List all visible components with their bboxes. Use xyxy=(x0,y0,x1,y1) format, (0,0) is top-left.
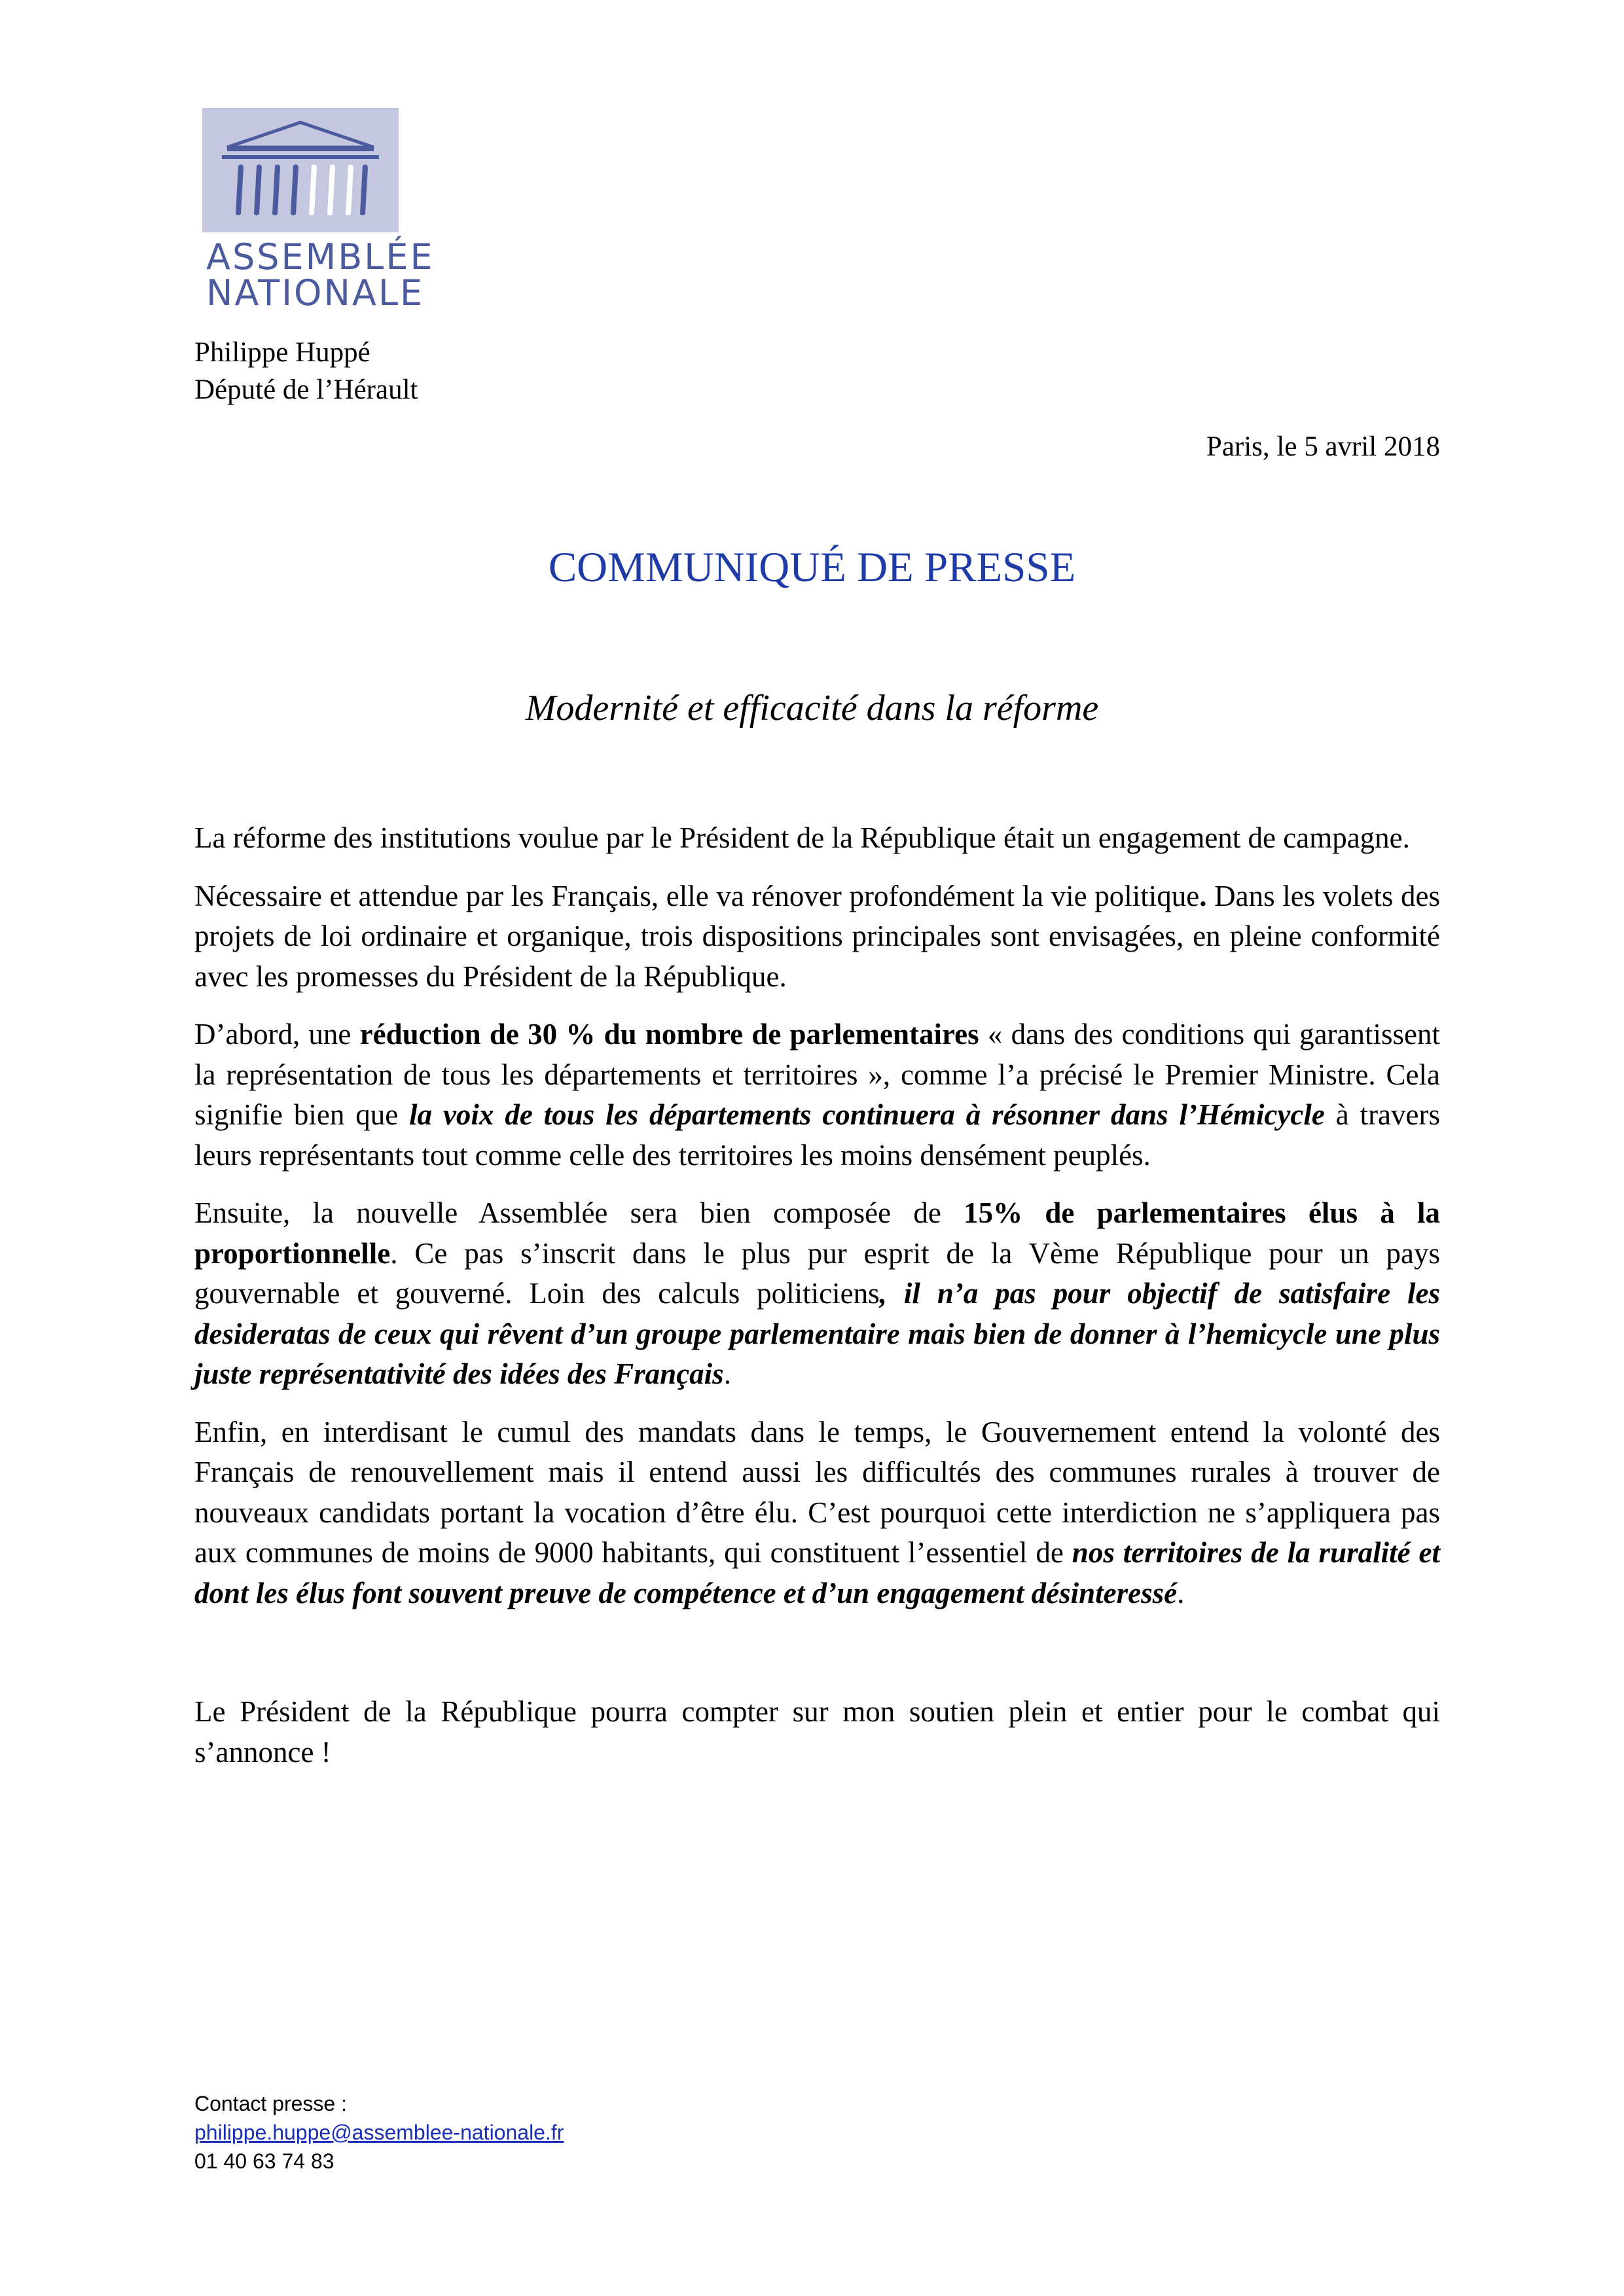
paragraph-1: La réforme des institutions voulue par le Président de la République était un engagement de campagne. xyxy=(194,821,1410,854)
paragraph-3-text-a: D’abord, une xyxy=(194,1018,360,1050)
paragraph-4-bold-italic: , il n’a pas pour objectif de satisfaire les desideratas de ceux qui rêvent d’un groupe parlementaire mais bien de donner à l’hemicycle une plus juste représentativité des idées des Français xyxy=(194,1277,1440,1390)
paragraph-3-text-e: à travers leurs représentants tout comme celle des territoires les moins densément peuplés. xyxy=(194,1098,1440,1172)
logo-line-1: ASSEMBLÉE xyxy=(206,236,435,278)
contact-email-link[interactable]: philippe.huppe@assemblee-nationale.fr xyxy=(194,2121,564,2144)
paragraph-5-text-a: Enfin, en interdisant le cumul des mandats dans le temps, le Gouvernement entend la volonté des Français de renouvellement mais il entend aussi les difficultés des communes rurales à trouver de nouveaux candidats portant la vocation d’être élu. C’est pourquoi cette interdiction ne s’appliquera pas aux communes de moins de 9000 habitants, qui constituent l’essentiel de xyxy=(194,1415,1440,1569)
press-release-body xyxy=(194,818,1440,1790)
contact-label: Contact presse : xyxy=(194,2092,347,2115)
paragraph-5 xyxy=(194,1412,1440,1614)
paragraph-3 xyxy=(194,1014,1440,1175)
logo-wordmark xyxy=(202,236,435,314)
paragraph-3-bold-italic: la voix de tous les départements continuera à résonner dans l’Hémicycle xyxy=(409,1098,1325,1131)
contact-phone: 01 40 63 74 83 xyxy=(194,2149,334,2173)
author-block xyxy=(194,334,418,408)
paragraph-4-bold: 15% de parlementaires élus à la proportionnelle xyxy=(194,1196,1440,1270)
logo-line-2: NATIONALE xyxy=(206,272,425,314)
paragraph-2 xyxy=(194,876,1440,997)
paragraph-5-bold-italic: nos territoires de la ruralité et dont les élus font souvent preuve de compétence et d’un engagement désinteressé xyxy=(194,1536,1441,1609)
page-subtitle: Modernité et efficacité dans la réforme xyxy=(525,688,1099,728)
closing-paragraph: Le Président de la République pourra compter sur mon soutien plein et entier pour le combat qui s’annonce ! xyxy=(194,1695,1440,1768)
paragraph-4 xyxy=(194,1193,1440,1395)
paragraph-4-text-a: Ensuite, la nouvelle Assemblée sera bien composée de xyxy=(194,1196,964,1229)
paragraph-2-bold-period: . xyxy=(1199,879,1207,912)
paragraph-5-text-c: . xyxy=(1177,1576,1185,1609)
paragraph-2-text-a: Nécessaire et attendue par les Français, elle va rénover profondément la vie politique xyxy=(194,879,1200,912)
hemicycle-emblem-icon xyxy=(202,108,399,232)
document-date: Paris, le 5 avril 2018 xyxy=(1206,431,1440,462)
paragraph-4-text-c: . Ce pas s’inscrit dans le plus pur esprit de la Vème République pour un pays gouvernable et gouverné. Loin des calculs politiciens xyxy=(194,1236,1440,1310)
paragraph-4-text-e: . xyxy=(723,1357,731,1390)
author-role: Député de l’Hérault xyxy=(194,374,418,405)
paragraph-3-text-c: « dans des conditions qui garantissent la représentation de tous les départements et territoires », comme l’a précisé le Premier Ministre. Cela signifie bien que xyxy=(194,1018,1441,1131)
paragraph-3-bold: réduction de 30 % du nombre de parlementaires xyxy=(359,1018,979,1050)
press-contact xyxy=(194,2089,564,2176)
paragraph-2-text-c: Dans les volets des projets de loi ordinaire et organique, trois dispositions principales sont envisagées, en pleine conformité avec les promesses du Président de la République. xyxy=(194,879,1440,993)
author-name: Philippe Huppé xyxy=(194,337,370,368)
page-title: COMMUNIQUÉ DE PRESSE xyxy=(548,544,1076,591)
assemblee-nationale-logo xyxy=(202,108,435,314)
